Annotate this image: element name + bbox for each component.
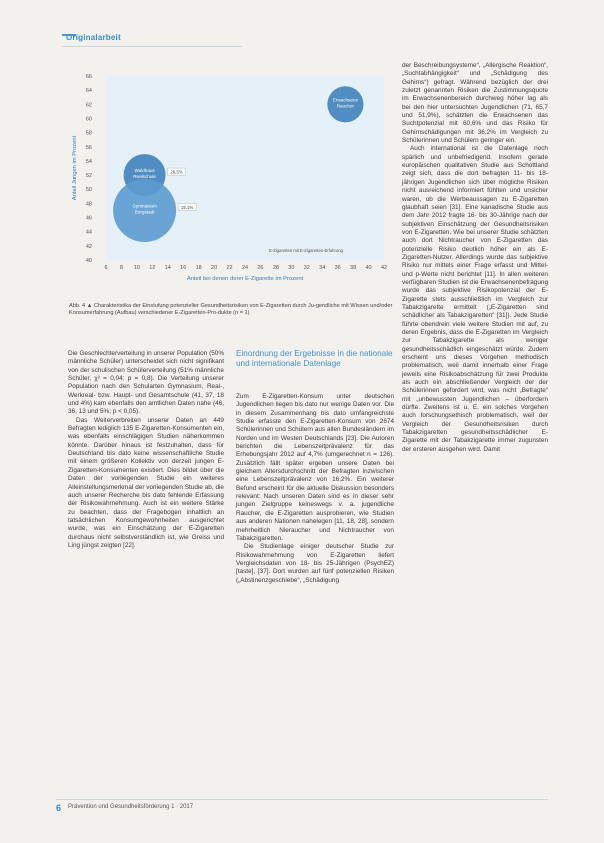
paragraph: Die Studienlage einiger deutscher Studie zur Risikowahrnehmung von E-Zigaretten liefert Vergleichsdaten von 18- bis 25-Jährigen (PsychEZ) [taste], [37]. Dort wurden auf fünf potenziellen Risiken („Abstinenzgeschiebe“, „Schädigung — [236, 543, 394, 584]
paragraph: Auch international ist die Datenlage noch spärlich und unbefriedigend. Insofern gerade europäischen qualitativen Studie aus Schottland zeigt sich, dass die dort befragten 11- bis 18-jährigen Jugendlichen sich über mögliche Risiken nicht ausreichend informiert fühlten und unsicher waren, ob die Werbeaussagen zu E-Zigaretten glaubhaft seien [31]. Eine kanadische Studie aus dem Jahr 2012 fragte 16- bis 30-Jährige nach der subjektiven Einschätzung der Gesundheitsrisiken von E-Zigaretten. Wie bei unserer Studie schätzten auch dort Nichtraucher von E-Zigaretten das potenzielle Risiko deutlich höher ein als E-Zigaretten-Nutzer. Allerdings wurde das subjektive Risiko nur mittels einer Frage erfasst und Mittel- und p-Werte nicht berichtet [11]. In allen weiteren verfügbaren Studien ist die Erwachsenenbefragung wurde das subjektive Risikopotenzial der E-Zigarette stets ausschließlich im Vergleich zur Tabakzigarette ermittelt („E-Zigaretten sind schädlicher als Tabakzigaretten“ [31]). Jede Studie führte obendrein viele weitere Studien mit auf, zu deren Ergebnis, dass die E-Zigaretten im Vergleich zur Tabakzigarette als weniger gesundheitsschädlich eingeschätzt würde. Zudem erscheint uns dieses Vorgehen methodisch problematisch, weil damit innerhalb einer Frage jeweils eine Risikoabschätzung für zwei Produkte als auch ein abschließender Vergleich der der Schülerinnen gefordert wird, was nicht „Befragte“ mit „unbewussten Jugendlichen – überfordern dürfte. Zweitens ist u. E. ein solches Vorgehen auch forschungsethisch problematisch, weil der Vergleich der Gesundheitsrisiken durch Tabakzigaretten gesundheitsschädlicher E-Zigarette mit der Tabakzigarette immer zugunsten der ersteren ausgehen wird. Damit — [402, 145, 548, 453]
text-column-2 — [236, 393, 394, 585]
section-label: Originalarbeit — [66, 33, 121, 42]
y-tick-label: 52 — [85, 173, 92, 180]
value-label: 15,1% — [180, 204, 194, 210]
y-tick-label: 46 — [85, 215, 92, 222]
bubble-label: Bergstadt — [134, 209, 155, 215]
y-tick-label: 60 — [85, 116, 92, 123]
x-tick-label: 42 — [380, 265, 388, 271]
x-tick-label: 10 — [133, 265, 140, 271]
footer-rule — [56, 799, 548, 800]
y-axis-label: Anteil Jungen im Prozent — [72, 135, 78, 201]
text-column-3 — [402, 62, 548, 454]
x-tick-label: 26 — [257, 265, 264, 271]
chart-svg — [66, 62, 398, 302]
x-tick-label: 6 — [104, 265, 108, 271]
header-rule — [62, 46, 242, 47]
x-axis-label: Anteil bei denen derer E-Zigarette im Prozent — [186, 276, 304, 282]
y-tick-label: 50 — [85, 187, 92, 194]
bubble-label: Erwachsene — [332, 97, 359, 103]
y-tick-label: 42 — [85, 243, 92, 250]
y-tick-label: 54 — [85, 158, 92, 165]
x-tick-label: 36 — [334, 265, 341, 271]
x-tick-label: 22 — [226, 265, 233, 271]
paragraph: Zum E-Zigaretten-Konsum unter deutschen Jugendlichen liegen bis dato nur wenige Daten vor. Die in diesem Zusammenhang bis dato umfangreichste Studie erfasste den E-Zigaretten-Konsum von 2674 Schülerinnen und Schülern aus allen Bundesländern im Norden und im Westen Deutschlands [23]. Die Autoren berichten die Lebenszeitprävalenz für das Erhebungsjahr 2012 auf 4,7% (umgerechnet n = 126). Zusätzlich fällt später ergeben unsere Daten bei gleichem Altersdurchschnitt der Befragten inzwischen eine Lebenszeitprävalenz von 16,2%. Ein weiterer Befund erscheint für die aktuelle Diskussion besonders relevant: Nach unseren Daten sind es in dieser sehr jungen Zielgruppe keineswegs v. a. jugendliche Raucher, die E-Zigaretten ausprobieren, wie Studien aus anderen Nationen nahelegen [11, 18, 28], sondern mehrheitlich Nieraucher und Nichtraucher von Tabakzigaretten. — [236, 393, 394, 542]
x-tick-label: 24 — [241, 265, 249, 271]
paragraph: der Beschreibungsysteme“, „Allergische Reaktion“, „Suchtabhängigkeit“ und „Schädigung des Gehirns“) gefragt. Während bezüglich der drei zuletzt genannten Risiken die Zustimmungsquote im Erwachsenenbereich durchweg höher lag als bei den hier untersuchten Jugendlichen (71, 65,7 und 51,9%), schätzten die Erwachsenen das Suchtpotenzial mit 60,6% und das Risiko für Gehirnschädigungen mit 36,2% im Vergleich zu Schülerinnen und Schülern geringer ein. — [402, 62, 548, 145]
y-tick-label: 58 — [85, 130, 92, 137]
x-tick-label: 30 — [288, 265, 295, 271]
bubble-label: Waldhaus — [134, 168, 155, 174]
x-tick-label: 14 — [164, 265, 171, 271]
x-tick-label: 40 — [365, 265, 372, 271]
text-column-1 — [68, 350, 224, 550]
y-tick-label: 48 — [85, 201, 92, 208]
y-tick-label: 64 — [85, 88, 92, 95]
x-tick-label: 20 — [211, 265, 218, 271]
bubble-label: Gymnasium — [132, 203, 157, 209]
y-tick-label: 62 — [85, 102, 92, 109]
journal-footer: Prävention und Gesundheitsförderung 1 · 2017 — [68, 804, 194, 810]
x-tick-label: 34 — [319, 265, 326, 271]
x-tick-label: 38 — [350, 265, 357, 271]
bubble-label: Realschule — [133, 174, 156, 180]
y-tick-label: 66 — [85, 74, 92, 80]
y-tick-label: 40 — [85, 258, 92, 264]
figure-caption: Abb. 4 ▲ Charakteristika der Einstufung potenzieller Gesundheitsrisiken von E-Zigaretten durch Ju-gendliche mit Wissen und/oder Konsumerfahrung (Aufbau) verschiedener E-Zigaretten-Pro-dukte (n = 1) — [69, 303, 393, 317]
page-number: 6 — [56, 803, 62, 813]
x-tick-label: 16 — [180, 265, 187, 271]
bubble-chart — [66, 62, 398, 302]
paragraph: Das Weiterverbreiten unserer Daten an 449 Befragten lediglich 135 E-Zigaretten-Konsumenten ein, was ebenfalls einschlägigen Studien näherkommen könnte. Darüber hinaus ist festzuhalten, dass für Deutschland bis dato keine wissenschaftliche Studie mit einem größeren Kollektiv von derzeit jungen E-Zigaretten-Konsumenten existiert. Dies bildet über die Daten der vorliegenden Studie ein weiteres Alleinstellungsmerkmal der vorliegenden Studie ab, die auch unserer Recherche bis dato fehlende Erfassung der Risikowahrnehmung. Auch ist ein weitere Stärke zu beachten, dass der Fragebogen inhaltlich an tatsächlichen Konsumgewohnheiten ausgerichtet wurde, was ein Einschätzung der E-Zigaretten durchaus nicht selbstverständlich ist, wie Greiss und Ling jüngst zeigten [22]. — [68, 416, 224, 549]
value-label: 26,5% — [170, 169, 183, 175]
legend-text: E-Zigaretten mit E-Zigaretten-Erfahrung — [269, 248, 343, 253]
paragraph: Die Geschlechterverteilung in unserer Population (50% männliche Schüler) unterscheidet sich nicht signifikant von der schulischen Schülerverteilung (51% männliche Schüler, χ² = 0,04; p = 0,8). Die Verteilung unserer Population nach den Schularten Gymnasium, Real-, Werkreal- bzw. Haupt- und Gesamtschule (41, 37, 18 und 4%) kam ebenfalls den amtlichen Daten nahe (46, 36, 13 und 5%; p < 0,05). — [68, 350, 224, 416]
x-tick-label: 8 — [119, 265, 123, 271]
x-tick-label: 12 — [149, 265, 156, 271]
y-tick-label: 56 — [85, 144, 92, 151]
section-heading: Einordnung der Ergebnisse in die nationale und internationale Datenlage — [236, 349, 393, 368]
y-tick-label: 44 — [85, 229, 92, 236]
x-tick-label: 18 — [195, 265, 202, 271]
bubble-label: Raucher — [336, 103, 355, 109]
x-tick-label: 28 — [272, 265, 279, 271]
x-tick-label: 32 — [303, 265, 310, 271]
